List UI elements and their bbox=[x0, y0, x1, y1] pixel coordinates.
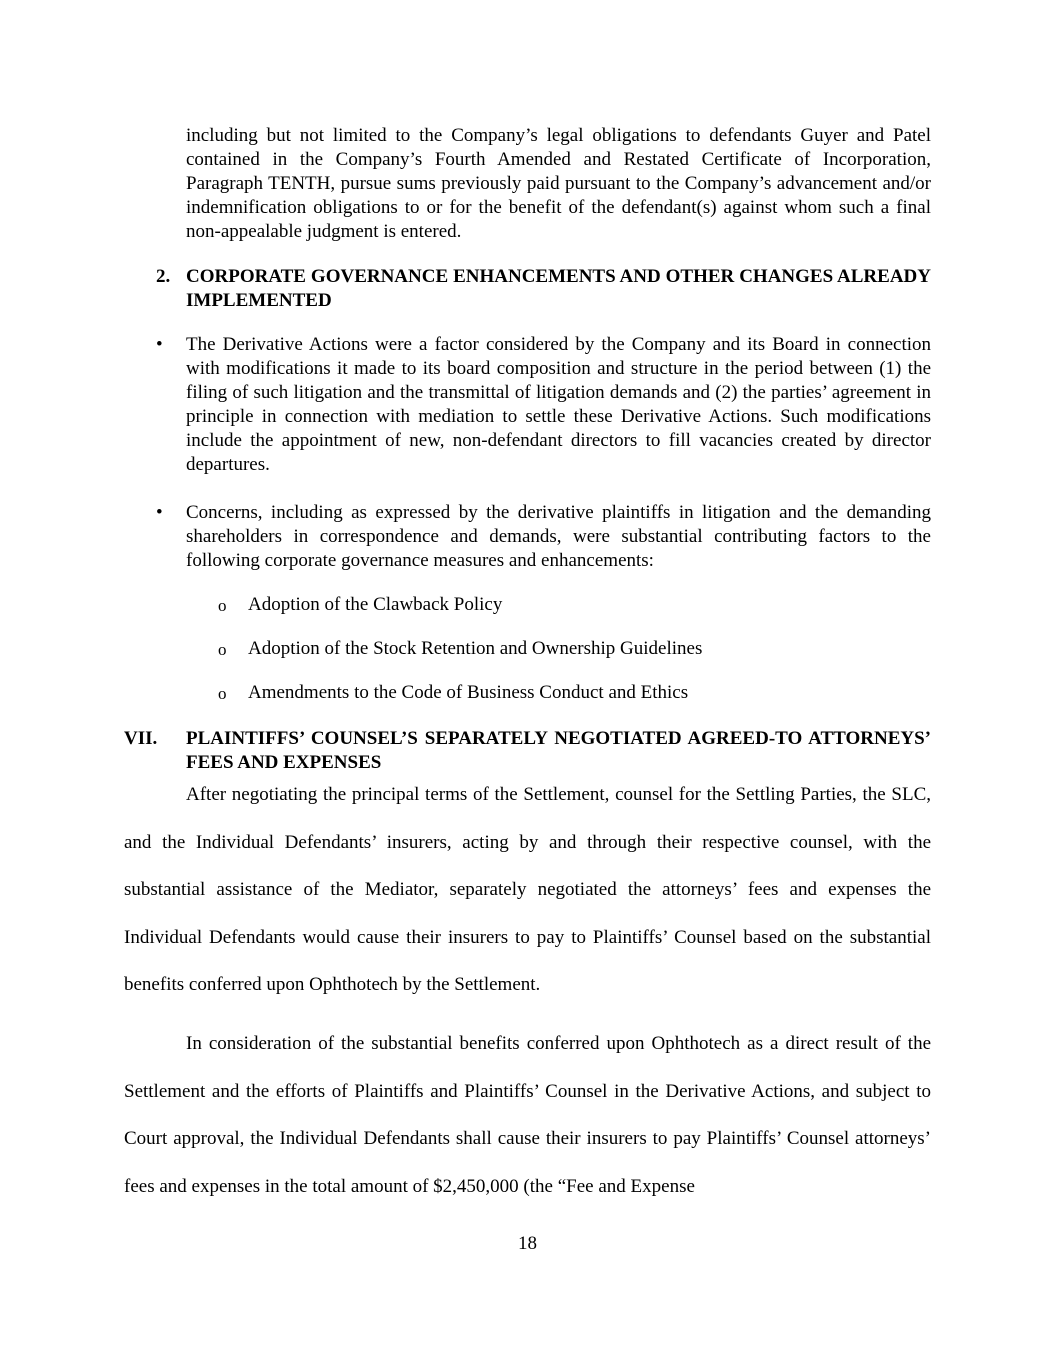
body-paragraph-negotiation: After negotiating the principal terms of the Settlement, counsel for the Settling Parties, the SLC, and the Individual Defendants’ insurers, acting by and through their respective counsel, with the substantial assistance of the Mediator, separately negotiated the attorneys’ fees and expenses the Individual Defendants would cause their insurers to pay to Plaintiffs’ Counsel based on the substantial benefits conferred upon Ophthotech by the Settlement. bbox=[124, 784, 931, 995]
section-7-heading: PLAINTIFFS’ COUNSEL’S SEPARATELY NEGOTIATED AGREED-TO ATTORNEYS’ FEES AND EXPENSES bbox=[186, 728, 931, 773]
sub-item-clawback-policy: Adoption of the Clawback Policy bbox=[248, 594, 503, 615]
sub-bullet-icon: o bbox=[218, 596, 227, 615]
bullet-icon: • bbox=[156, 334, 163, 355]
sub-bullet-icon: o bbox=[218, 684, 227, 703]
page-number: 18 bbox=[518, 1233, 537, 1254]
section-2-heading: CORPORATE GOVERNANCE ENHANCEMENTS AND OTHER CHANGES ALREADY IMPLEMENTED bbox=[186, 266, 931, 311]
bullet-icon: • bbox=[156, 502, 163, 523]
sub-bullet-icon: o bbox=[218, 640, 227, 659]
bullet-paragraph-board-composition: The Derivative Actions were a factor considered by the Company and its Board in connection with modifications it made to its board composition and structure in the period between (1) the filing of such litigation and the transmittal of litigation demands and (2) the parties’ agreement in principle in connection with mediation to settle these Derivative Actions. Such modifications include the appointment of new, non-defendant directors to fill vacancies created by director departures. bbox=[186, 334, 931, 475]
section-2-number: 2. bbox=[156, 266, 171, 287]
sub-item-stock-retention: Adoption of the Stock Retention and Ownership Guidelines bbox=[248, 638, 703, 659]
section-7-number: VII. bbox=[124, 728, 158, 749]
sub-item-code-of-conduct: Amendments to the Code of Business Conduct and Ethics bbox=[248, 682, 689, 703]
body-paragraph-fee-amount: In consideration of the substantial benefits conferred upon Ophthotech as a direct result of the Settlement and the efforts of Plaintiffs and Plaintiffs’ Counsel in the Derivative Actions, and subject to Court approval, the Individual Defendants shall cause their insurers to pay Plaintiffs’ Counsel attorneys’ fees and expenses in the total amount of $2,450,000 (the “Fee and Expense bbox=[124, 1033, 931, 1197]
bullet-paragraph-governance-concerns: Concerns, including as expressed by the derivative plaintiffs in litigation and the demanding shareholders in correspondence and demands, were substantial contributing factors to the following corporate governance measures and enhancements: bbox=[186, 502, 931, 571]
continuation-paragraph: including but not limited to the Company’s legal obligations to defendants Guyer and Patel contained in the Company’s Fourth Amended and Restated Certificate of Incorporation, Paragraph TENTH, pursue sums previously paid pursuant to the Company’s advancement and/or indemnification obligations to or for the benefit of the defendant(s) against whom such a final non-appealable judgment is entered. bbox=[186, 125, 931, 242]
